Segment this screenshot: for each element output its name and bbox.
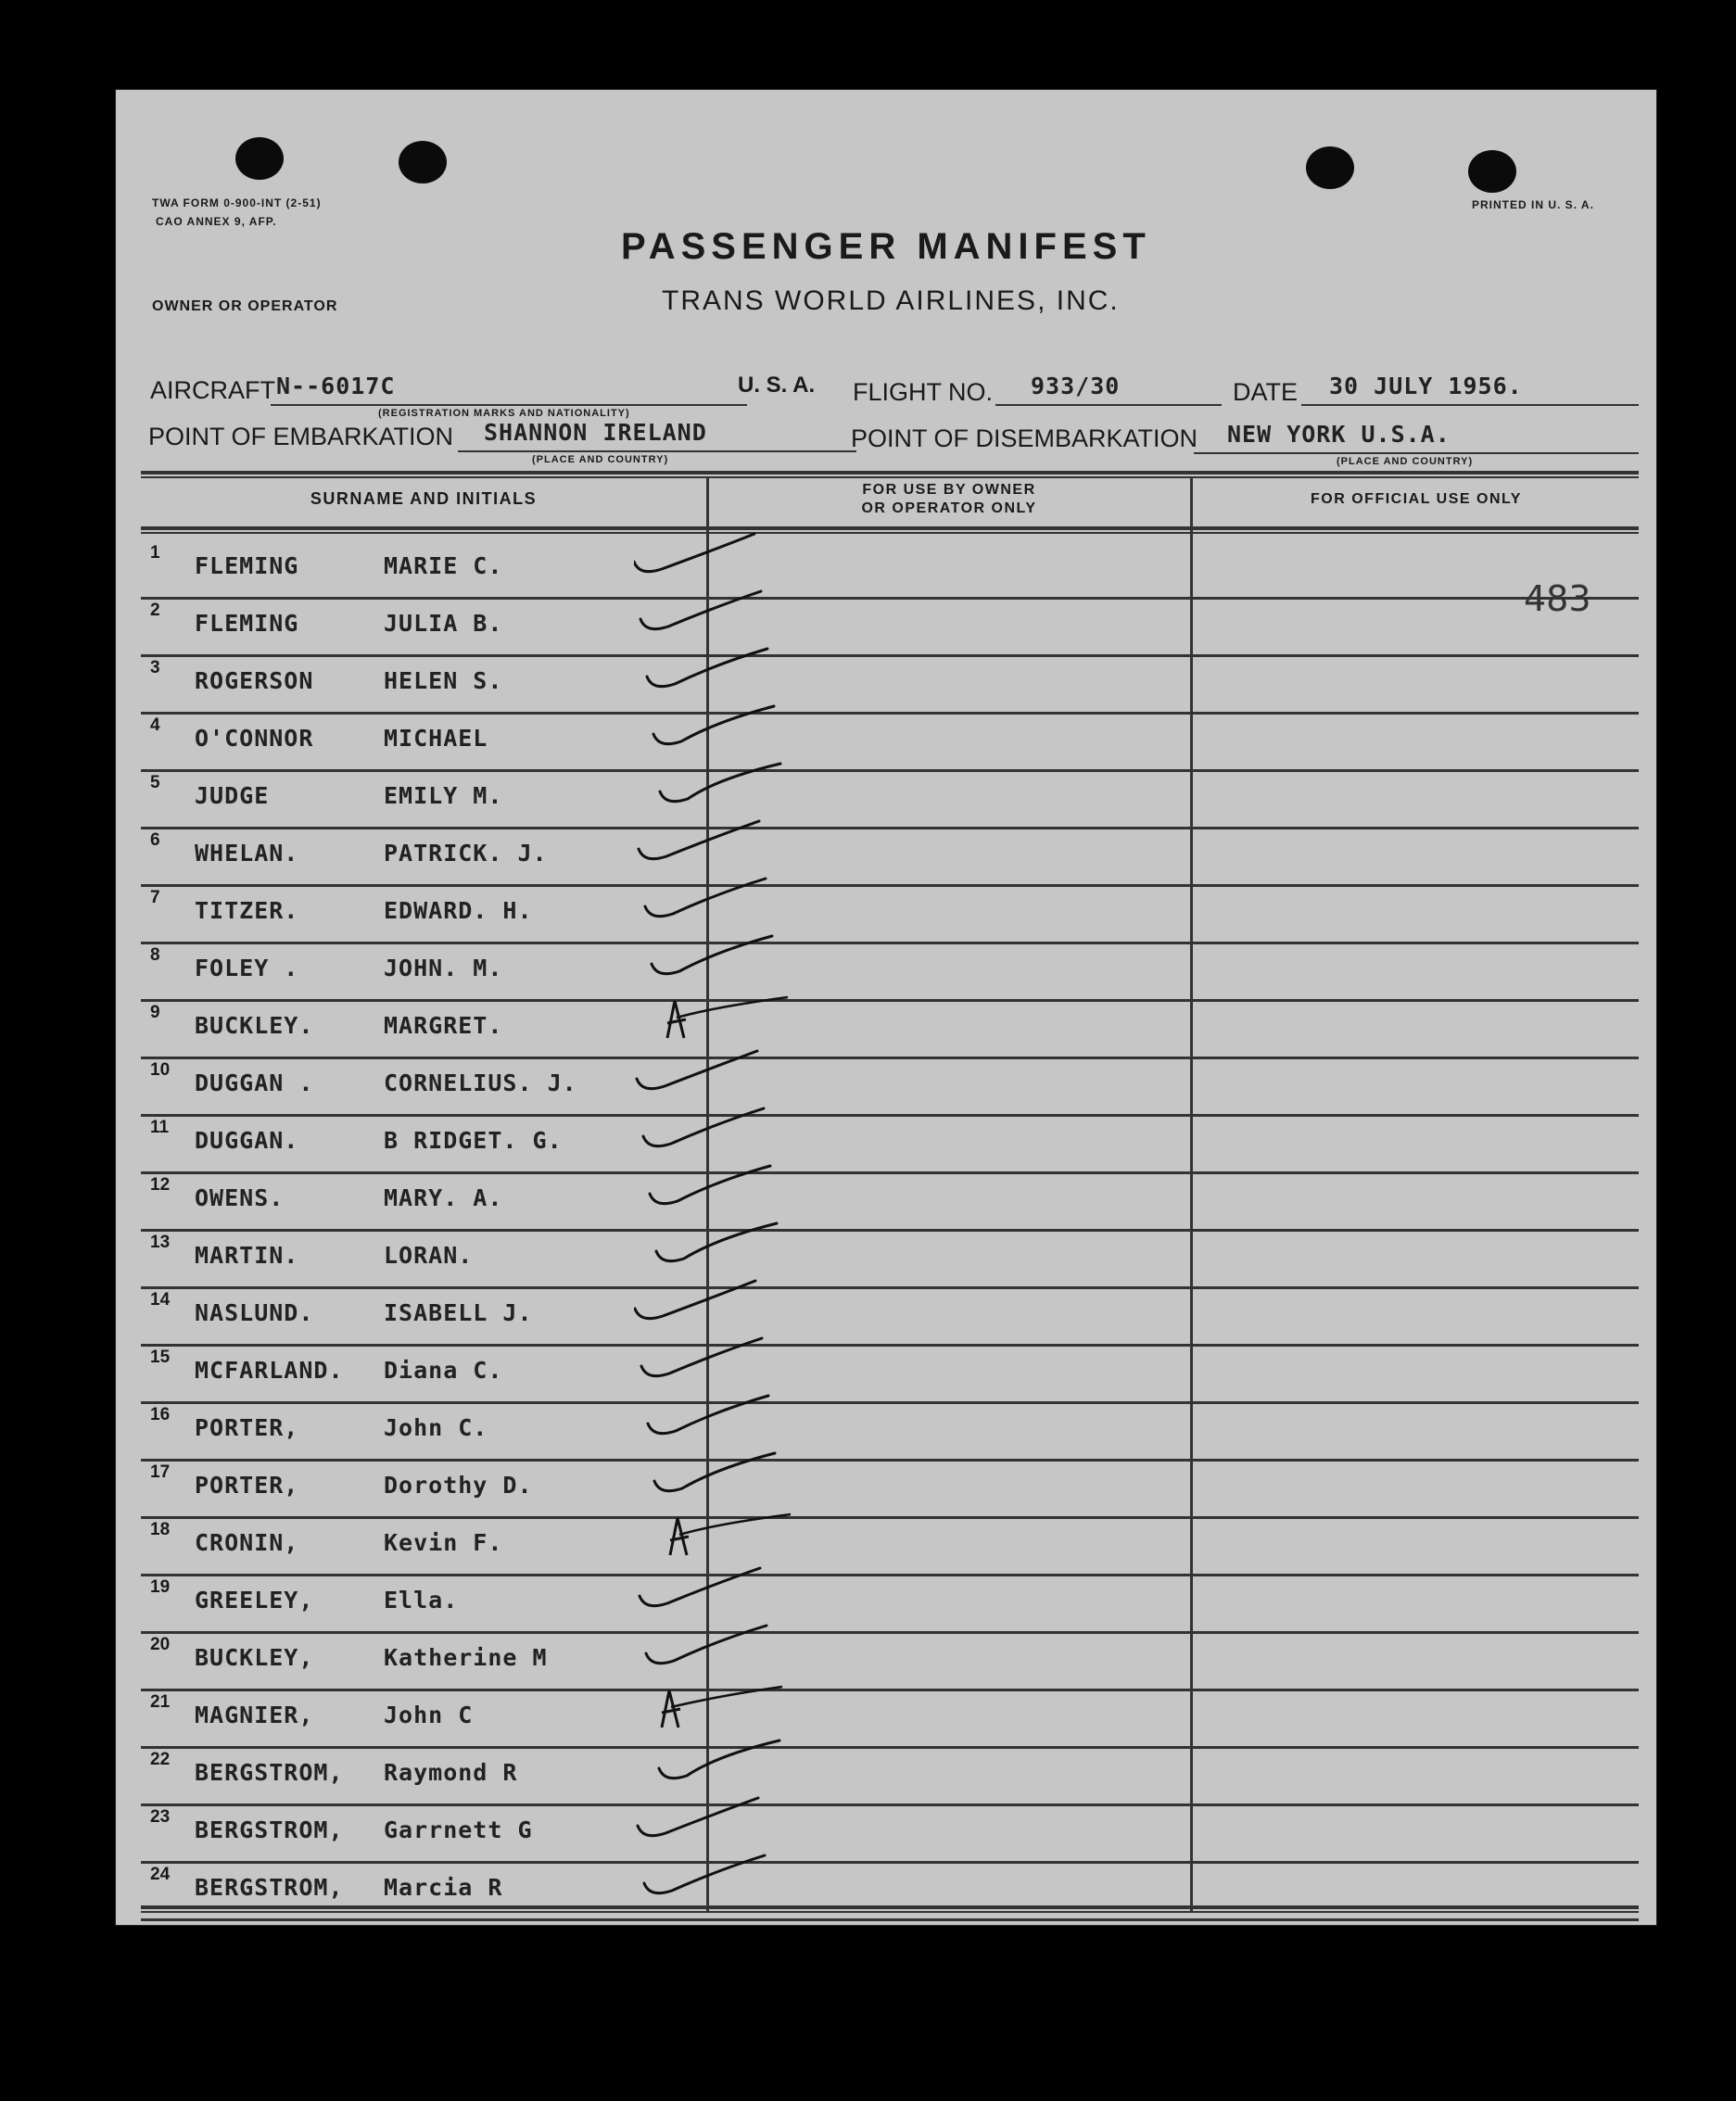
official-use-note: 483	[1524, 578, 1591, 619]
row-rule	[141, 654, 1639, 657]
date-label: DATE	[1233, 378, 1299, 406]
handwritten-a-icon	[634, 1498, 819, 1563]
table-row	[115, 1520, 1657, 1577]
check-mark-icon	[634, 636, 819, 701]
passenger-surname: MARTIN.	[195, 1242, 299, 1269]
embark-caption: (PLACE AND COUNTRY)	[532, 454, 669, 465]
row-number: 5	[150, 773, 160, 792]
table-row	[115, 1118, 1657, 1175]
row-rule	[141, 1804, 1639, 1806]
passenger-given-name: MICHAEL	[384, 725, 488, 752]
column-header-owner-line1: FOR USE BY OWNER	[862, 482, 1036, 498]
row-number: 2	[150, 601, 160, 620]
check-mark-icon	[634, 521, 819, 586]
handwritten-a-icon	[634, 1670, 819, 1735]
table-row	[115, 1405, 1657, 1462]
row-rule	[141, 1918, 1639, 1921]
column-header-official: FOR OFFICIAL USE ONLY	[1311, 491, 1522, 507]
row-number: 22	[150, 1750, 171, 1769]
row-number: 15	[150, 1348, 171, 1367]
row-rule	[141, 712, 1639, 715]
check-mark-icon	[634, 1153, 819, 1218]
passenger-surname: PORTER,	[195, 1472, 299, 1499]
row-rule	[141, 827, 1639, 829]
disembark-value: NEW YORK U.S.A.	[1227, 421, 1451, 448]
passenger-given-name: EMILY M.	[384, 782, 503, 809]
passenger-given-name: MARY. A.	[384, 1184, 503, 1211]
page-title: PASSENGER MANIFEST	[621, 226, 1151, 267]
passenger-surname: DUGGAN .	[195, 1069, 314, 1096]
row-number: 24	[150, 1865, 171, 1884]
row-rule	[141, 769, 1639, 772]
check-mark-icon	[634, 866, 819, 930]
row-number: 7	[150, 888, 160, 907]
check-mark-icon	[634, 1210, 819, 1275]
column-header-surname: SURNAME AND INITIALS	[310, 489, 538, 508]
passenger-given-name: Diana C.	[384, 1357, 503, 1384]
row-number: 6	[150, 830, 160, 850]
passenger-given-name: Katherine M	[384, 1644, 548, 1671]
flight-value: 933/30	[1031, 373, 1121, 399]
table-row	[115, 578, 1657, 658]
nationality: U. S. A.	[738, 373, 816, 398]
table-row	[115, 1807, 1657, 1865]
passenger-surname: WHELAN.	[195, 840, 299, 867]
punch-hole-icon	[235, 137, 284, 180]
table-row	[115, 1290, 1657, 1348]
passenger-surname: PORTER,	[195, 1414, 299, 1441]
disembark-label: POINT OF DISEMBARKATION	[851, 424, 1198, 452]
check-mark-icon	[634, 1383, 819, 1448]
form-id-line1: TWA FORM 0-900-INT (2-51)	[152, 196, 322, 209]
column-header-owner-line2: OR OPERATOR ONLY	[861, 500, 1037, 516]
passenger-given-name: Ella.	[384, 1587, 459, 1614]
airline-name: TRANS WORLD AIRLINES, INC.	[662, 285, 1120, 316]
disembark-underline	[1194, 452, 1639, 454]
table-row	[115, 1750, 1657, 1807]
table-bottom-rule-2	[141, 1911, 1639, 1913]
passenger-given-name: MARGRET.	[384, 1012, 503, 1039]
aircraft-underline	[271, 404, 747, 406]
table-top-rule	[141, 471, 1639, 475]
row-rule	[141, 1401, 1639, 1404]
table-row	[115, 888, 1657, 945]
passenger-given-name: Kevin F.	[384, 1529, 503, 1556]
header-bottom-rule	[141, 526, 1639, 530]
row-rule	[141, 1229, 1639, 1232]
date-underline	[1301, 404, 1639, 406]
embark-label: POINT OF EMBARKATION	[148, 423, 454, 450]
passenger-given-name: Raymond R	[384, 1759, 518, 1786]
punch-hole-icon	[399, 141, 447, 184]
table-bottom-rule	[141, 1905, 1639, 1909]
check-mark-icon	[634, 693, 819, 758]
passenger-surname: CRONIN,	[195, 1529, 299, 1556]
passenger-given-name: LORAN.	[384, 1242, 474, 1269]
row-number: 4	[150, 715, 160, 735]
header-bottom-rule-2	[141, 532, 1639, 534]
row-rule	[141, 884, 1639, 887]
table-row	[115, 1060, 1657, 1118]
embark-value: SHANNON IRELAND	[484, 419, 707, 446]
table-top-rule-2	[141, 476, 1639, 478]
passenger-given-name: John C	[384, 1702, 474, 1728]
passenger-given-name: EDWARD. H.	[384, 897, 533, 924]
table-row	[115, 1865, 1657, 1922]
table-row	[115, 1175, 1657, 1233]
owner-label: OWNER OR OPERATOR	[152, 298, 338, 314]
table-row	[115, 1635, 1657, 1692]
passenger-given-name: CORNELIUS. J.	[384, 1069, 577, 1096]
passenger-surname: DUGGAN.	[195, 1127, 299, 1154]
table-row	[115, 830, 1657, 888]
passenger-surname: BERGSTROM,	[195, 1816, 344, 1843]
table-row	[115, 543, 1657, 601]
passenger-surname: TITZER.	[195, 897, 299, 924]
row-number: 14	[150, 1290, 171, 1310]
passenger-surname: ROGERSON	[195, 667, 314, 694]
row-rule	[141, 942, 1639, 944]
row-number: 21	[150, 1692, 171, 1712]
table-row	[115, 1348, 1657, 1405]
check-mark-icon	[634, 1728, 819, 1792]
row-rule	[141, 1689, 1639, 1691]
passenger-surname: BERGSTROM,	[195, 1759, 344, 1786]
check-mark-icon	[634, 751, 819, 816]
row-number: 10	[150, 1060, 171, 1080]
check-mark-icon	[634, 1038, 819, 1103]
aircraft-value: N--6017C	[276, 373, 396, 399]
passenger-given-name: MARIE C.	[384, 552, 503, 579]
passenger-surname: FLEMING	[195, 610, 299, 637]
manifest-sheet	[115, 89, 1657, 1926]
row-number: 13	[150, 1233, 171, 1252]
row-number: 3	[150, 658, 160, 677]
row-number: 12	[150, 1175, 171, 1195]
embark-underline	[458, 450, 856, 452]
row-rule	[141, 1516, 1639, 1519]
passenger-surname: FOLEY .	[195, 955, 299, 981]
passenger-surname: BUCKLEY.	[195, 1012, 314, 1039]
row-rule	[141, 999, 1639, 1002]
form-id-line2: CAO ANNEX 9, AFP.	[156, 215, 277, 228]
table-row	[115, 1003, 1657, 1060]
passenger-surname: NASLUND.	[195, 1299, 314, 1326]
check-mark-icon	[634, 808, 819, 873]
table-row	[115, 1577, 1657, 1635]
table-row	[115, 773, 1657, 830]
check-mark-icon	[634, 1785, 819, 1850]
passenger-surname: FLEMING	[195, 552, 299, 579]
passenger-given-name: Dorothy D.	[384, 1472, 533, 1499]
passenger-given-name: HELEN S.	[384, 667, 503, 694]
passenger-surname: OWENS.	[195, 1184, 285, 1211]
row-number: 17	[150, 1462, 171, 1482]
passenger-surname: GREELEY,	[195, 1587, 314, 1614]
passenger-given-name: B RIDGET. G.	[384, 1127, 563, 1154]
flight-underline	[995, 404, 1222, 406]
row-number: 8	[150, 945, 160, 965]
row-rule	[141, 1286, 1639, 1289]
row-rule	[141, 597, 1639, 600]
row-number: 9	[150, 1003, 160, 1022]
passenger-given-name: Garrnett G	[384, 1816, 533, 1843]
passenger-given-name: ISABELL J.	[384, 1299, 533, 1326]
table-row	[115, 1692, 1657, 1750]
row-number: 11	[150, 1118, 170, 1137]
passenger-given-name: Marcia R	[384, 1874, 503, 1901]
date-value: 30 JULY 1956.	[1329, 373, 1523, 399]
row-number: 23	[150, 1807, 171, 1827]
table-row	[115, 715, 1657, 773]
handwritten-a-icon	[634, 981, 819, 1045]
registration-caption: (REGISTRATION MARKS AND NATIONALITY)	[378, 408, 630, 419]
printed-in: PRINTED IN U. S. A.	[1472, 198, 1594, 211]
row-rule	[141, 1861, 1639, 1864]
row-rule	[141, 1171, 1639, 1174]
passenger-given-name: JOHN. M.	[384, 955, 503, 981]
row-number: 16	[150, 1405, 171, 1424]
table-row	[115, 658, 1657, 715]
row-number: 1	[150, 543, 160, 563]
row-rule	[141, 1459, 1639, 1462]
row-rule	[141, 1631, 1639, 1634]
passenger-surname: O'CONNOR	[195, 725, 314, 752]
row-rule	[141, 1344, 1639, 1347]
check-mark-icon	[634, 578, 819, 643]
table-row	[115, 945, 1657, 1003]
row-rule	[141, 1114, 1639, 1117]
row-number: 20	[150, 1635, 171, 1654]
row-rule	[141, 1574, 1639, 1576]
passenger-surname: MAGNIER,	[195, 1702, 314, 1728]
check-mark-icon	[634, 1842, 819, 1907]
passenger-surname: MCFARLAND.	[195, 1357, 344, 1384]
passenger-given-name: John C.	[384, 1414, 488, 1441]
table-row	[115, 1233, 1657, 1290]
check-mark-icon	[634, 1440, 819, 1505]
table-row	[115, 1462, 1657, 1520]
passenger-given-name: PATRICK. J.	[384, 840, 548, 867]
passenger-surname: JUDGE	[195, 782, 270, 809]
check-mark-icon	[634, 1268, 819, 1333]
aircraft-label: AIRCRAFT	[150, 376, 275, 404]
row-rule	[141, 1746, 1639, 1749]
check-mark-icon	[634, 1555, 819, 1620]
passenger-surname: BERGSTROM,	[195, 1874, 344, 1901]
punch-hole-icon	[1306, 146, 1354, 189]
check-mark-icon	[634, 1613, 819, 1677]
row-rule	[141, 1057, 1639, 1059]
check-mark-icon	[634, 923, 819, 988]
punch-hole-icon	[1468, 150, 1516, 193]
check-mark-icon	[634, 1095, 819, 1160]
passenger-surname: BUCKLEY,	[195, 1644, 314, 1671]
passenger-given-name: JULIA B.	[384, 610, 503, 637]
row-number: 18	[150, 1520, 171, 1539]
disembark-caption: (PLACE AND COUNTRY)	[1337, 456, 1474, 467]
flight-label: FLIGHT NO.	[853, 378, 994, 406]
check-mark-icon	[634, 1325, 819, 1390]
row-number: 19	[150, 1577, 171, 1597]
